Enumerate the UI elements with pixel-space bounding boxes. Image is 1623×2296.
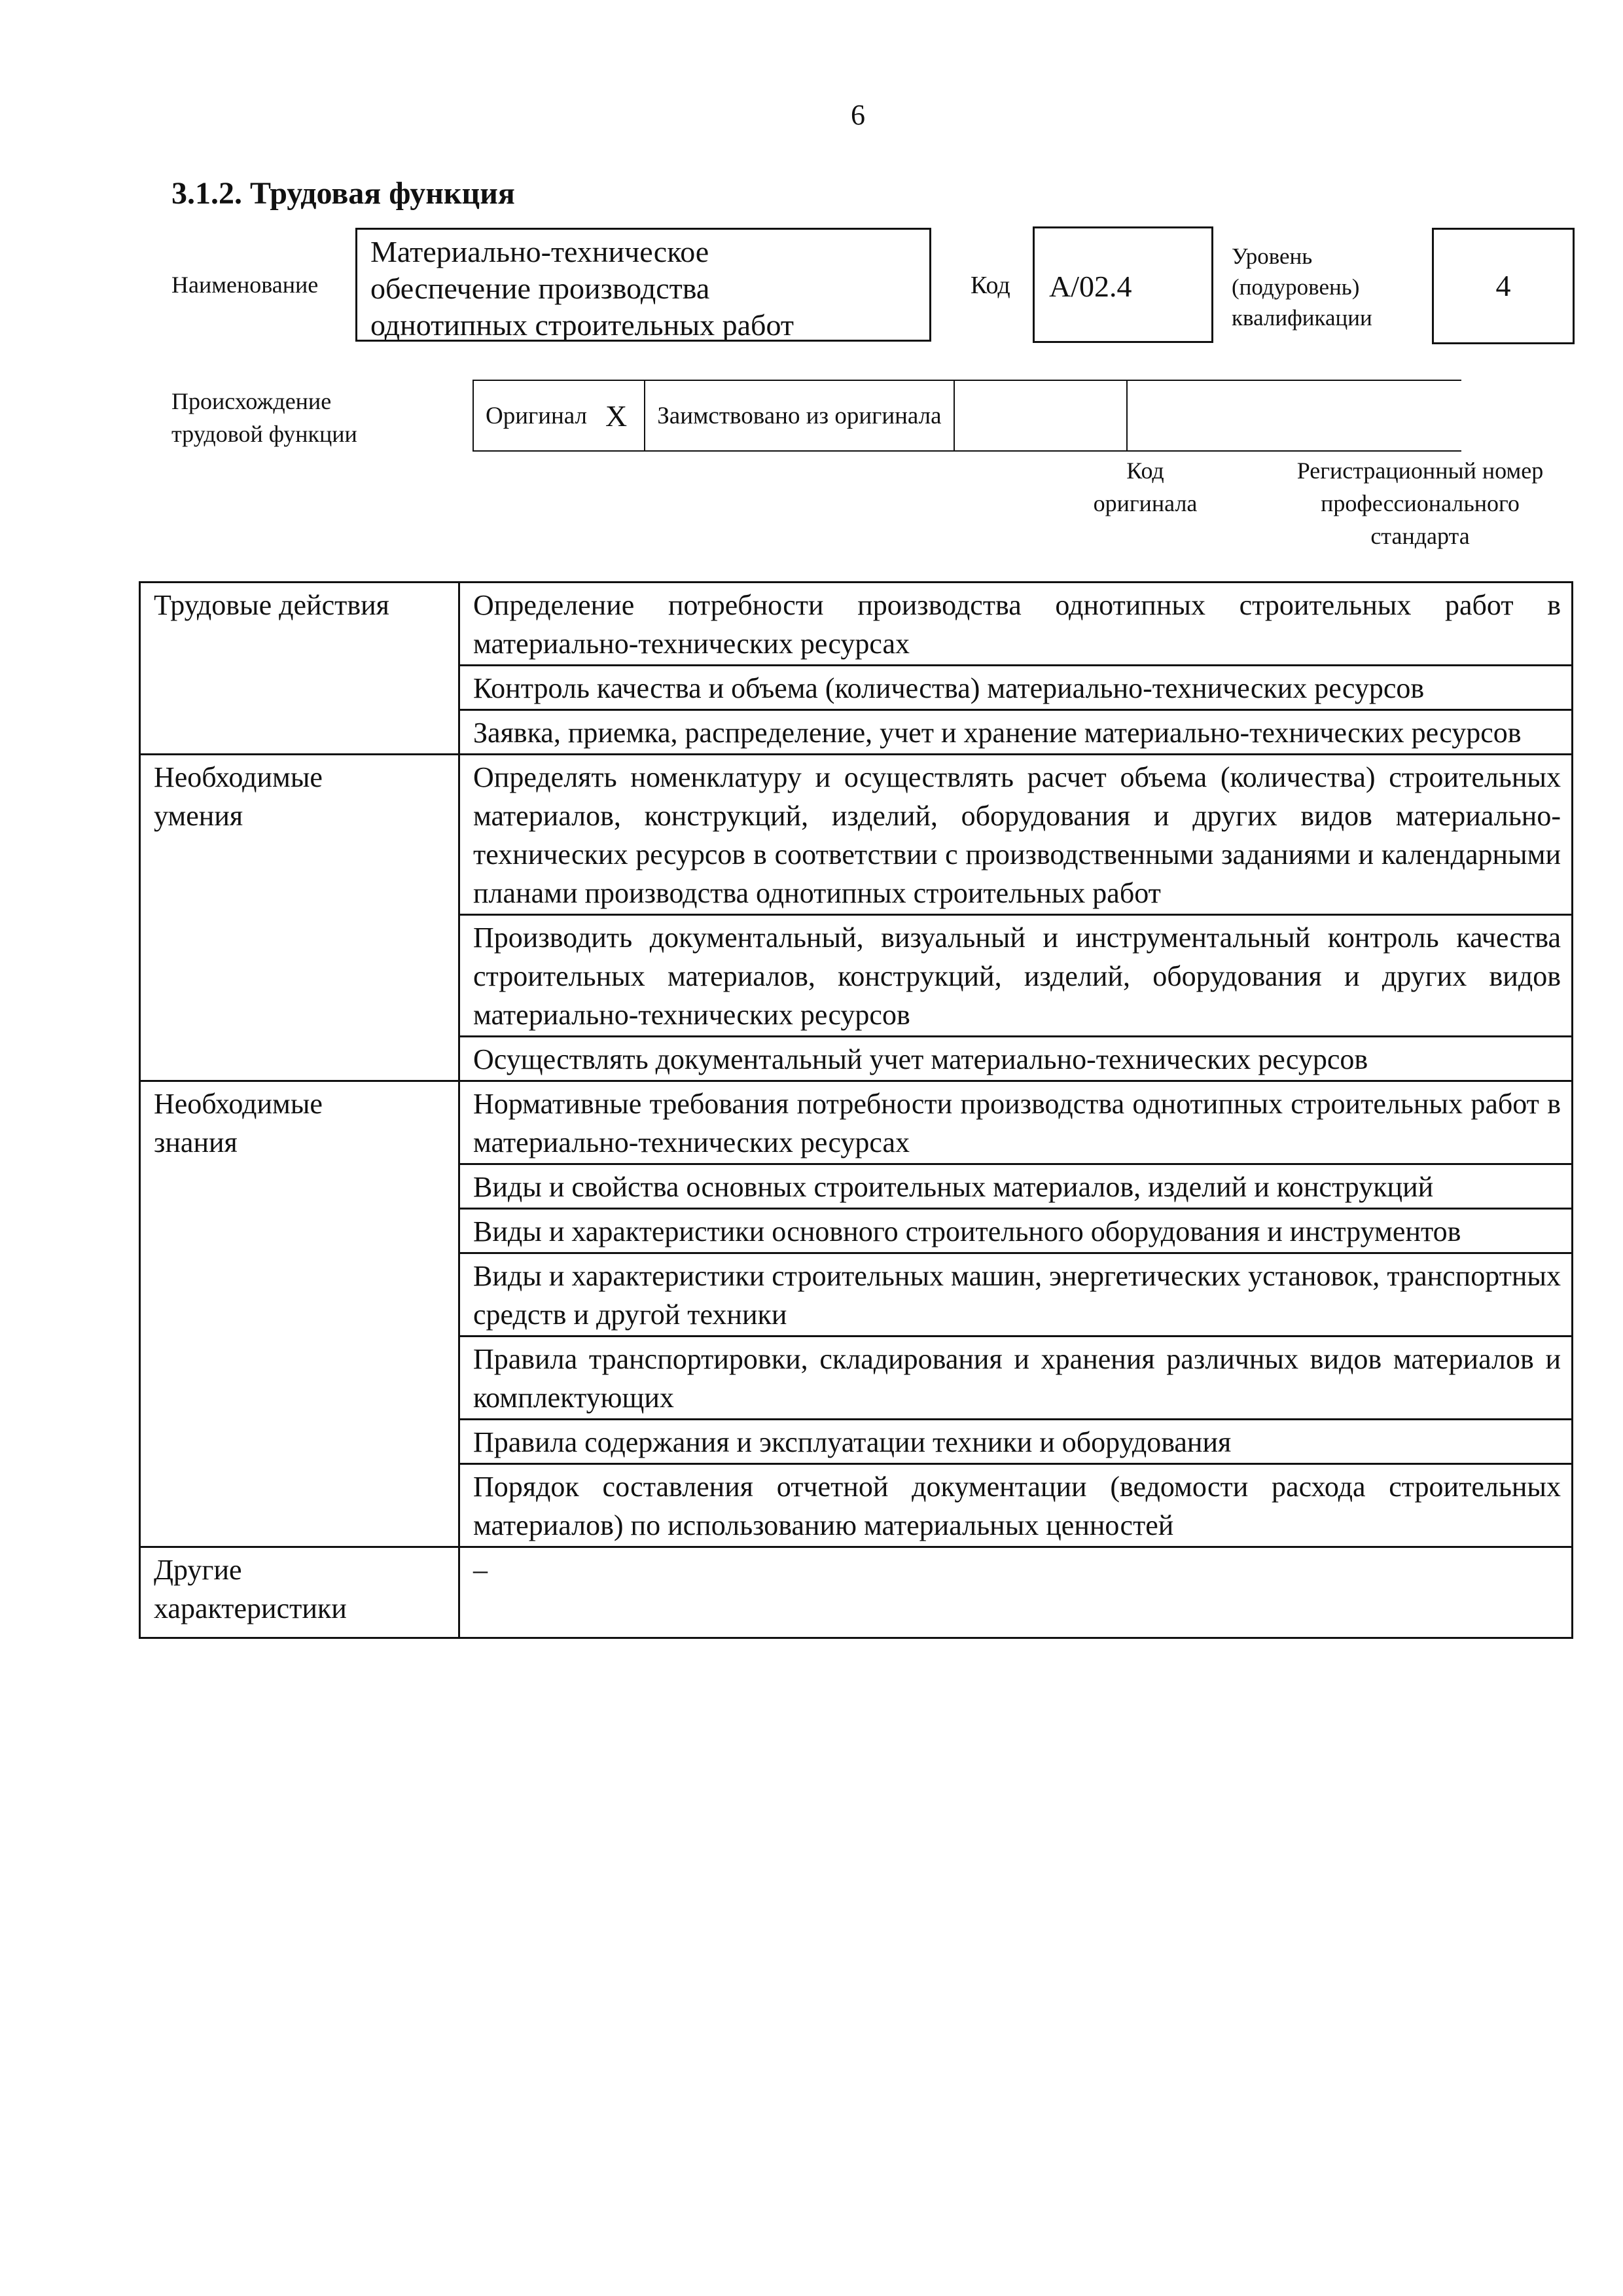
knowledge-item: Порядок составления отчетной документации (ведомости расхода строительных материалов) по использованию материальных ценностей <box>459 1464 1573 1547</box>
action-item: Определение потребности производства однотипных строительных работ в материально-технических ресурсах <box>459 583 1573 666</box>
level-label-line: квалификации <box>1232 305 1372 331</box>
labor-function-table <box>139 581 1573 1639</box>
code-value: А/02.4 <box>1033 226 1213 343</box>
action-item: Заявка, приемка, распределение, учет и хранение материально-технических ресурсов <box>459 710 1573 755</box>
skill-item: Осуществлять документальный учет материально-технических ресурсов <box>459 1037 1573 1081</box>
caption-line: Регистрационный номер <box>1296 457 1544 484</box>
name-value-line: обеспечение производства <box>370 272 710 305</box>
header-line: характеристики <box>154 1592 347 1624</box>
level-label-line: (подуровень) <box>1232 274 1360 300</box>
name-value-line: Материально-техническое <box>370 235 709 268</box>
caption-line: профессионального <box>1321 490 1520 516</box>
section-title: 3.1.2. Трудовая функция <box>171 176 515 211</box>
borrowed-label: Заимствовано из оригинала <box>645 380 954 451</box>
caption-line: Код <box>1126 457 1164 484</box>
skill-item: Определять номенклатуру и осуществлять расчет объема (количества) строительных материалов, конструкций, изделий, оборудования и других видов материально-технических ресурсов в соответствии с производственными заданиями и календарными планами производства однотипных строительных работ <box>459 755 1573 915</box>
reg-number-caption <box>1257 454 1584 552</box>
origin-label-line: трудовой функции <box>171 421 357 447</box>
name-label: Наименование <box>171 272 319 298</box>
origin-label <box>171 385 357 450</box>
other-value: – <box>459 1547 1573 1638</box>
header-line: Необходимые <box>154 761 323 793</box>
header-line: Другие <box>154 1554 242 1586</box>
caption-line: стандарта <box>1370 523 1470 549</box>
original-mark: X <box>599 380 645 451</box>
level-label-line: Уровень <box>1232 243 1313 269</box>
original-label: Оригинал <box>473 380 599 451</box>
knowledge-item: Виды и характеристики строительных машин, энергетических установок, транспортных средств и другой техники <box>459 1253 1573 1336</box>
caption-line: оригинала <box>1093 490 1198 516</box>
code-original-caption <box>1073 454 1217 520</box>
skills-header <box>140 755 459 1081</box>
page-number: 6 <box>851 99 865 131</box>
level-value: 4 <box>1432 228 1575 344</box>
origin-table <box>473 380 1461 452</box>
action-item: Контроль качества и объема (количества) материально-технических ресурсов <box>459 666 1573 710</box>
other-header <box>140 1547 459 1638</box>
code-label: Код <box>971 272 1010 299</box>
knowledge-item: Виды и характеристики основного строительного оборудования и инструментов <box>459 1209 1573 1253</box>
actions-header: Трудовые действия <box>140 583 459 755</box>
original-code-cell <box>954 380 1127 451</box>
header-line: знания <box>154 1126 238 1158</box>
knowledge-item: Нормативные требования потребности производства однотипных строительных работ в материально-технических ресурсах <box>459 1081 1573 1164</box>
header-line: Необходимые <box>154 1088 323 1120</box>
knowledge-item: Виды и свойства основных строительных материалов, изделий и конструкций <box>459 1164 1573 1209</box>
name-value-box <box>355 228 931 342</box>
reg-number-cell <box>1127 380 1461 451</box>
origin-label-line: Происхождение <box>171 388 332 414</box>
knowledge-item: Правила содержания и эксплуатации техники и оборудования <box>459 1420 1573 1464</box>
knowledge-item: Правила транспортировки, складирования и хранения различных видов материалов и комплектующих <box>459 1336 1573 1420</box>
knowledge-header <box>140 1081 459 1547</box>
skill-item: Производить документальный, визуальный и инструментальный контроль качества строительных материалов, конструкций, изделий, оборудования и других видов материально-технических ресурсов <box>459 915 1573 1037</box>
level-label <box>1232 241 1372 333</box>
header-line: умения <box>154 800 243 832</box>
name-value-line: однотипных строительных работ <box>370 308 794 342</box>
